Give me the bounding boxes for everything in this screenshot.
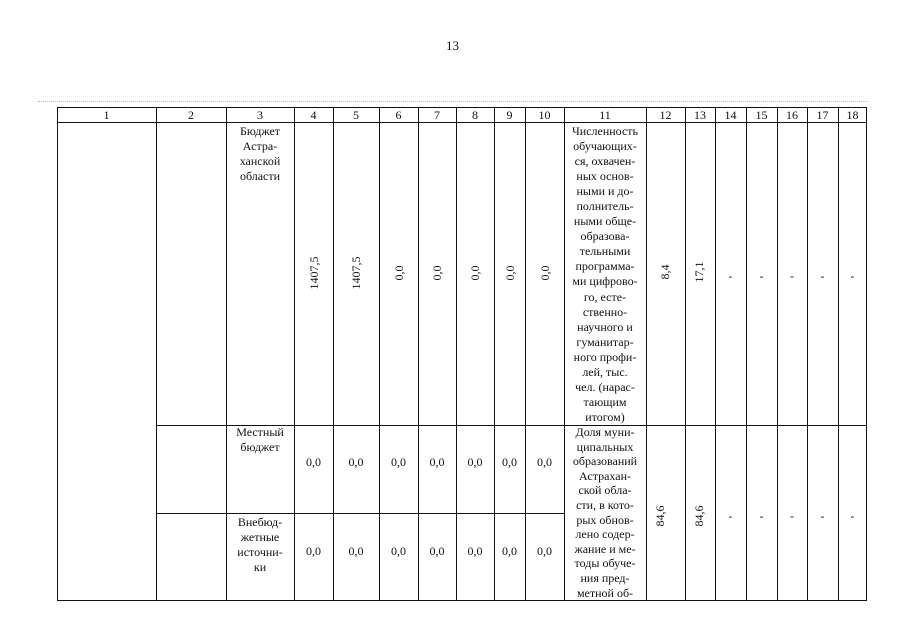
header-cell: 12 <box>659 108 672 122</box>
value-cell: 0,0 <box>502 544 517 558</box>
column-divider <box>807 107 808 601</box>
value-cell: 0,0 <box>430 265 444 281</box>
source-regional-budget: Бюджет Астра- ханской области <box>239 124 281 183</box>
column-divider <box>456 107 457 601</box>
header-cell: 9 <box>506 108 513 122</box>
row-divider <box>156 425 867 426</box>
column-divider <box>715 107 716 601</box>
column-divider <box>646 107 647 601</box>
column-divider <box>564 107 565 601</box>
value-cell: 0,0 <box>348 544 364 558</box>
header-cell: 3 <box>257 108 263 122</box>
column-divider <box>525 107 526 601</box>
dash-mark: - <box>850 509 855 523</box>
column-divider <box>746 107 747 601</box>
header-divider <box>57 122 867 123</box>
header-cell: 18 <box>846 108 859 122</box>
dash-mark: - <box>850 269 855 283</box>
regional-col12-value: 8,4 <box>658 264 672 280</box>
header-cell: 6 <box>395 108 402 122</box>
header-cell: 5 <box>353 108 359 122</box>
column-divider <box>838 107 839 601</box>
header-cell: 7 <box>434 108 440 122</box>
header-cell: 14 <box>724 108 737 122</box>
column-divider <box>333 107 334 601</box>
value-cell: 0,0 <box>467 455 483 469</box>
dash-mark: - <box>759 509 764 523</box>
value-cell: 0,0 <box>537 544 552 558</box>
value-cell: 0,0 <box>306 544 321 558</box>
header-cell: 16 <box>786 108 798 122</box>
column-divider <box>685 107 686 601</box>
dash-mark: - <box>728 509 733 523</box>
indicator-students-count: Численность обучающих- ся, охвачен- ных основ- ными и до- полнитель- ными обще- образова- тельными программа- ми цифрово- го, есте- ственно- научного и гуманитар- ного профи- лей, тыс. чел. (нарас- тающим итогом) <box>571 124 639 424</box>
share-col12-value: 84,6 <box>653 505 667 527</box>
value-cell: 0,0 <box>306 455 321 469</box>
column-divider <box>294 107 295 601</box>
value-cell: 0,0 <box>468 265 482 281</box>
value-cell: 0,0 <box>348 455 364 469</box>
header-cell: 17 <box>816 108 829 122</box>
header-cell: 1 <box>103 108 110 122</box>
value-cell: 0,0 <box>391 265 406 281</box>
column-divider <box>226 107 227 601</box>
column-divider <box>379 107 380 601</box>
value-cell: 0,0 <box>391 455 406 469</box>
column-divider <box>777 107 778 601</box>
header-cell: 8 <box>472 108 478 122</box>
column-divider <box>418 107 419 601</box>
value-cell: 0,0 <box>467 544 483 558</box>
header-cell: 4 <box>310 108 317 122</box>
source-extra-budgetary: Внебюд- жетные источни- ки <box>237 515 283 574</box>
dash-mark: - <box>759 269 764 283</box>
dash-mark: - <box>790 509 794 523</box>
header-cell: 13 <box>694 108 706 122</box>
value-cell: 0,0 <box>502 265 517 281</box>
share-col13-value: 84,6 <box>692 505 706 527</box>
value-cell: 0,0 <box>537 455 552 469</box>
dash-mark: - <box>820 269 825 283</box>
row-divider <box>156 513 564 514</box>
value-cell: 0,0 <box>537 265 552 281</box>
header-cell: 11 <box>599 108 611 122</box>
value-cell: 0,0 <box>429 544 445 558</box>
value-cell: 0,0 <box>429 455 445 469</box>
dash-mark: - <box>790 269 794 283</box>
column-divider <box>494 107 495 601</box>
indicator-municipalities-share: Доля муни- ципальных образований Астрахан- ской обла- сти, в кото- рых обнов- лено содер- жание и ме- тоды обуче- ния пред- метной об- <box>572 425 638 600</box>
header-cell: 15 <box>755 108 768 122</box>
source-local-budget: Местный бюджет <box>236 425 284 454</box>
value-cell: 0,0 <box>391 544 406 558</box>
dash-mark: - <box>728 269 733 283</box>
value-cell: 1407,5 <box>349 256 363 290</box>
column-divider <box>156 107 157 601</box>
page-number: 13 <box>446 38 459 53</box>
value-cell: 0,0 <box>502 455 517 469</box>
regional-col13-value: 17,1 <box>692 261 706 283</box>
dash-mark: - <box>820 509 825 523</box>
header-cell: 2 <box>188 108 194 122</box>
header-cell: 10 <box>538 108 551 122</box>
value-cell: 1407,5 <box>306 256 321 290</box>
top-rule <box>38 101 868 102</box>
